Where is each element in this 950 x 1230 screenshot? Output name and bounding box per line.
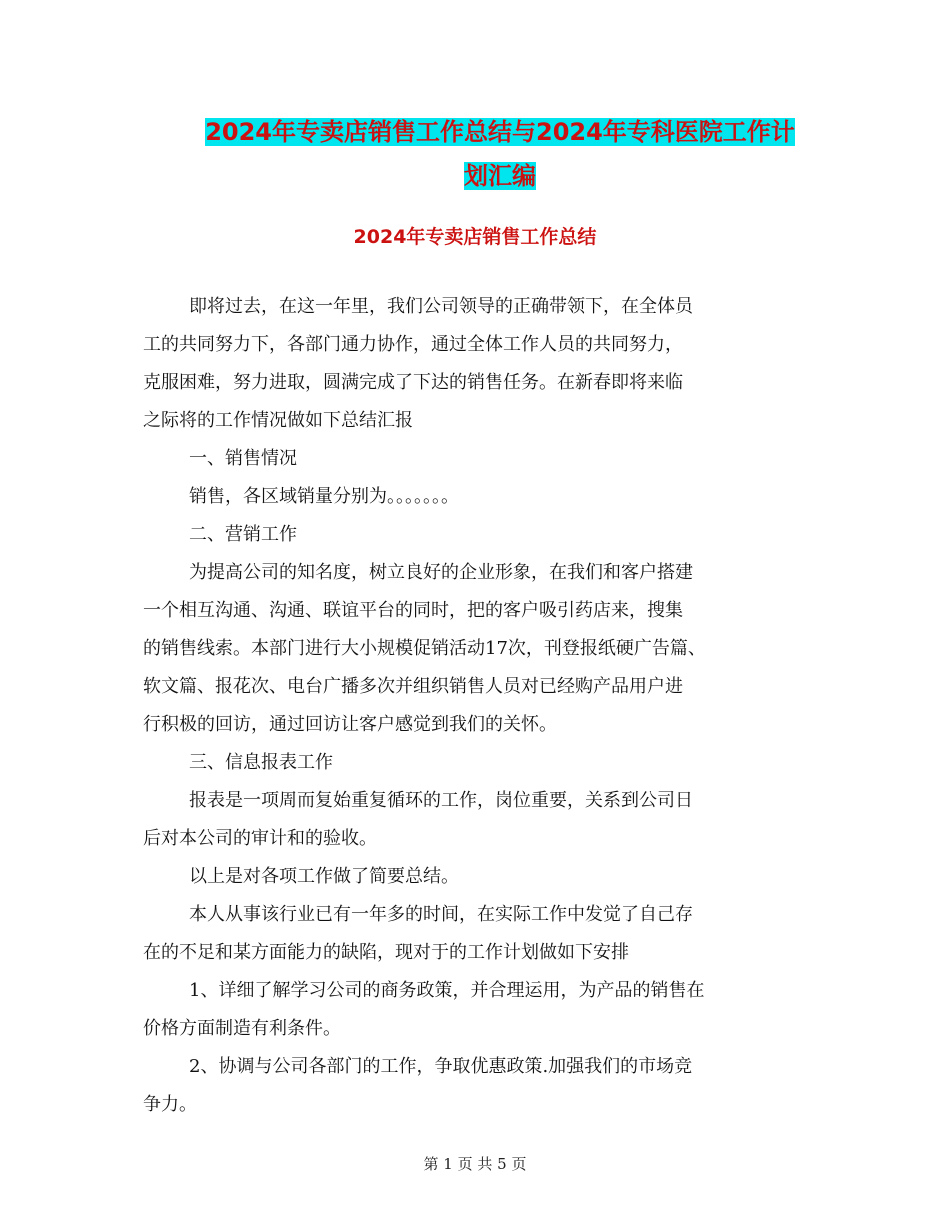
paragraph-line: 一个相互沟通、沟通、联谊平台的同时，把的客户吸引药店来，搜集 <box>143 600 683 621</box>
heading-sales: 一、销售情况 <box>189 448 297 469</box>
page-footer: 第 1 页 共 5 页 <box>423 1155 527 1173</box>
list-item-1: 1、详细了解学习公司的商务政策，并合理运用，为产品的销售在 <box>189 980 705 1001</box>
paragraph-line: 价格方面制造有利条件。 <box>143 1018 341 1039</box>
document-title-line-1 <box>140 110 860 154</box>
paragraph-line: 行积极的回访，通过回访让客户感觉到我们的关怀。 <box>143 714 557 735</box>
list-item-2: 2、协调与公司各部门的工作，争取优惠政策.加强我们的市场竞 <box>189 1056 693 1077</box>
paragraph-line: 在的不足和某方面能力的缺陷，现对于的工作计划做如下安排 <box>143 942 629 963</box>
heading-marketing: 二、营销工作 <box>189 524 297 545</box>
paragraph-line: 争力。 <box>143 1094 197 1115</box>
paragraph-line: 为提高公司的知名度，树立良好的企业形象，在我们和客户搭建 <box>189 562 693 583</box>
title-highlight: 划汇编 <box>464 162 536 190</box>
paragraph-line: 之际将的工作情况做如下总结汇报 <box>143 410 413 431</box>
paragraph-line: 克服困难，努力进取，圆满完成了下达的销售任务。在新春即将来临 <box>143 372 683 393</box>
paragraph-line: 的销售线索。本部门进行大小规模促销活动17次，刊登报纸硬广告篇、 <box>143 638 706 659</box>
section-title: 2024年专卖店销售工作总结 <box>353 226 597 248</box>
paragraph-line: 以上是对各项工作做了简要总结。 <box>189 866 459 887</box>
paragraph-line: 工的共同努力下，各部门通力协作，通过全体工作人员的共同努力， <box>143 334 683 355</box>
paragraph-line: 即将过去，在这一年里，我们公司领导的正确带领下，在全体员 <box>189 296 693 317</box>
title-highlight: 2024年专卖店销售工作总结与2024年专科医院工作计 <box>205 118 795 146</box>
paragraph-line: 本人从事该行业已有一年多的时间，在实际工作中发觉了自己存 <box>189 904 693 925</box>
paragraph-line: 后对本公司的审计和的验收。 <box>143 828 377 849</box>
heading-reports: 三、信息报表工作 <box>189 752 333 773</box>
paragraph-line: 报表是一项周而复始重复循环的工作，岗位重要，关系到公司日 <box>189 790 693 811</box>
paragraph-line: 销售，各区域销量分别为。。。。。。。 <box>189 486 459 507</box>
document-title-line-2 <box>140 154 860 198</box>
paragraph-line: 软文篇、报花次、电台广播多次并组织销售人员对已经购产品用户进 <box>143 676 683 697</box>
